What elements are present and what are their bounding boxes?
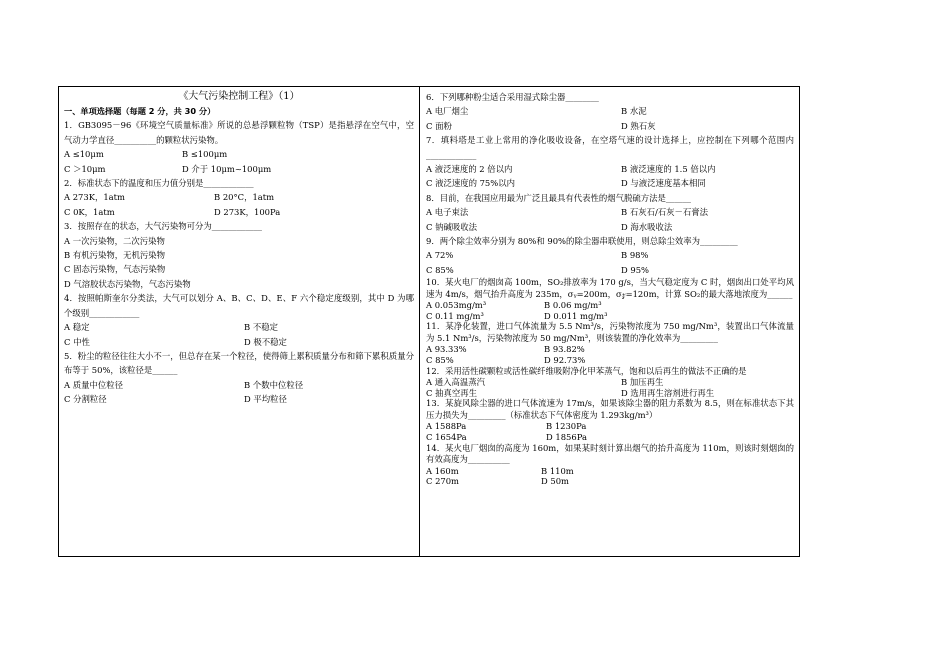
options-3 [64,234,414,292]
question-12: 12．采用活性碳颗粒或活性碳纤维吸附净化甲苯蒸气，饱和以后再生的做法不正确的是 [426,365,747,376]
option: B 有机污染物，无机污染物 [64,250,165,261]
option: B 93.82% [544,344,585,355]
option: C 抽真空再生 [426,387,477,398]
option: D 95% [621,264,649,275]
question-7: 7．填料塔是工业上常用的净化吸收设备，在空塔气速的设计选择上，应控制在下列哪个范围内____________ [426,135,794,160]
option: A 通入高温蒸汽 [426,377,485,388]
options-14 [426,466,794,487]
exam-sheet [58,86,800,557]
option: A 273K，1atm [64,192,125,203]
option: A 一次污染物，二次污染物 [64,235,165,246]
options-8 [426,205,794,234]
option: D 介于 10μm~100μm [182,163,272,174]
option: B 98% [621,250,649,261]
right-column [420,87,799,556]
question-3: 3．按照存在的状态，大气污染物可分为____________ [64,221,262,232]
option: B 0.06 mg/m³ [544,300,602,311]
option: A 电厂烟尘 [426,106,469,117]
option: C 钠碱吸收法 [426,221,477,232]
option: C 1654Pa [426,431,467,442]
options-10 [426,300,794,321]
question-2: 2．标准状态下的温度和压力值分别是____________ [64,178,254,189]
option: A 1588Pa [426,421,467,432]
question-4: 4．按照帕斯奎尔分类法，大气可以划分 A、B、C、D、E、F 六个稳定度级别，其中 D 为哪个级别____________ [64,293,414,318]
option: D 与液泛速度基本相同 [621,178,706,189]
option: C 固态污染物，气态污染物 [64,264,166,275]
question-1: 1．GB3095－96《环境空气质量标准》所说的总悬浮颗粒物（TSP）是指悬浮在空气中，空气动力学直径__________的颗粒状污染物。 [64,120,414,145]
options-13 [426,421,794,442]
option: D 1856Pa [546,431,587,442]
option: D 极不稳定 [244,336,287,347]
option: B 水泥 [621,106,647,117]
question-10: 10．某火电厂的烟囱高 100m，SO₂排放率为 170 g/s，当大气稳定度为 C 时，烟囱出口处平均风速为 4m/s，烟气抬升高度为 235m，σᵧ=200m，σ𝓏=120m，计算 SO₂的最大落地浓度为______ [426,277,794,299]
options-4 [64,320,414,349]
option: A 160m [426,465,459,476]
options-12 [426,377,794,398]
options-2 [64,190,414,219]
option: D 气溶胶状态污染物，气态污染物 [64,278,191,289]
option: A 0.053mg/m³ [426,300,487,311]
option: C 270m [426,476,459,487]
option: A 电子束法 [426,207,469,218]
option: B 110m [541,465,574,476]
question-5: 5．粉尘的粒径往往大小不一，但总存在某一个粒径，使得筛上累积质量分布和筛下累积质量分布等于 50%，该粒径是______ [64,350,414,376]
option: D 选用再生溶剂进行再生 [621,387,715,398]
question-9: 9．两个除尘效率分别为 80%和 90%的除尘器串联使用，则总除尘效率为_________ [426,236,738,247]
question-8: 8．目前，在我国应用最为广泛且最具有代表性的烟气脱硫方法是______ [426,192,691,203]
option: B ≤100μm [182,149,228,160]
exam-title: 《大气污染控制工程》（1） [178,91,300,102]
options-1 [64,147,414,176]
section-heading: 一、单项选择题（每题 2 分，共 30 分） [64,106,216,116]
option: D 平均粒径 [244,394,287,405]
option: A 93.33% [426,344,467,355]
option: B 加压再生 [621,377,664,388]
option: C 面粉 [426,120,452,131]
options-11 [426,344,794,365]
option: B 个数中位粒径 [244,379,304,390]
option: C 0K，1atm [64,206,115,217]
option: C 85% [426,264,454,275]
options-9 [426,248,794,277]
option: B 1230Pa [546,421,587,432]
option: A 72% [426,250,454,261]
question-13: 13．某旋风除尘器的进口气体流速为 17m/s，如果该除尘器的阻力系数为 8.5，则在标准状态下其压力损失为_________（标准状态下气体密度为 1.293kg/m³） [426,398,794,420]
options-7 [426,162,794,191]
question-6: 6．下列哪种粉尘适合采用湿式除尘器________ [426,92,599,102]
option: C ＞10μm [64,163,106,174]
option: B 液泛速度的 1.5 倍以内 [621,164,716,175]
option: C 液泛速度的 75%以内 [426,178,515,189]
option: D 50m [541,476,569,487]
option: B 不稳定 [244,322,278,333]
left-column [59,87,420,556]
option: A 质量中位粒径 [64,379,123,390]
option: C 85% [426,355,454,366]
options-6 [426,104,794,133]
option: B 石灰石/石灰－石膏法 [621,207,709,218]
option: D 海水吸收法 [621,221,673,232]
question-11: 11．某净化装置，进口气体流量为 5.5 Nm³/s，污染物浓度为 750 mg/Nm³，装置出口气体流量为 5.1 Nm³/s，污染物浓度为 50 mg/Nm³，则该装置的净化效率为_________ [426,321,794,343]
option: A ≤10μm [64,149,104,160]
question-14: 14．某火电厂烟囱的高度为 160m，如果某时刻计算出烟气的抬升高度为 110m，则该时刻烟囱的有效高度为__________ [426,442,794,465]
option: D 273K，100Pa [214,206,281,217]
option: C 中性 [64,336,90,347]
option: C 分割粒径 [64,394,107,405]
option: A 稳定 [64,322,90,333]
option: D 92.73% [544,355,586,366]
option: D 0.011 mg/m³ [544,310,608,321]
option: B 20°C，1atm [214,192,275,203]
options-5 [64,378,414,407]
option: A 液泛速度的 2 倍以内 [426,164,513,175]
option: C 0.11 mg/m³ [426,310,484,321]
option: D 熟石灰 [621,120,656,131]
